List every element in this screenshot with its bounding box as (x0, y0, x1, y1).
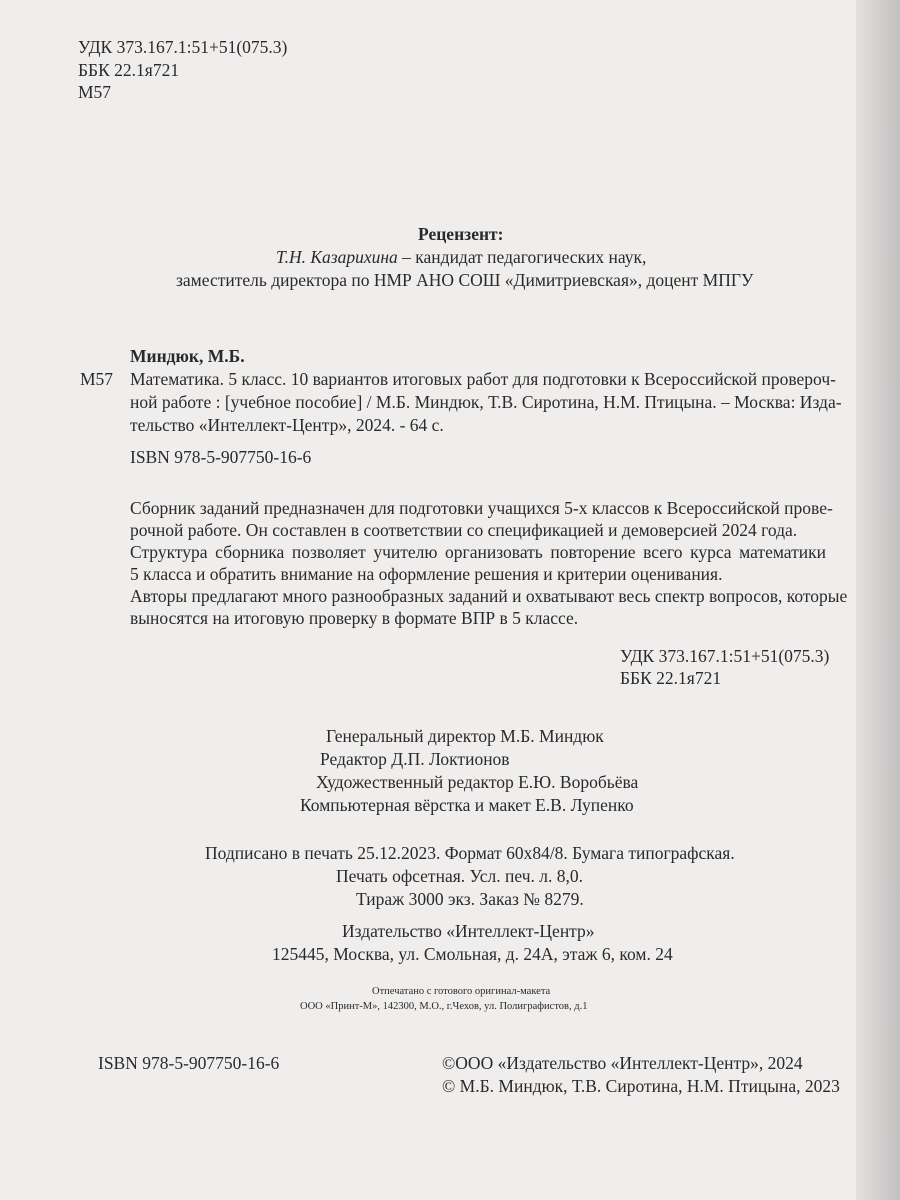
bib-line1: Математика. 5 класс. 10 вариантов итоговых работ для подготовки к Всероссийской провероч- (130, 369, 836, 389)
annotation-p3-line1: Авторы предлагают много разнообразных заданий и охватывают весь спектр вопросов, которые (130, 586, 848, 606)
reviewer-degree: – кандидат педагогических наук, (397, 247, 647, 267)
bib-sign: М57 (80, 369, 114, 389)
reviewer-position: заместитель директора по НМР АНО СОШ «Димитриевская», доцент МПГУ (176, 270, 754, 290)
bib-author: Миндюк, М.Б. (130, 346, 245, 366)
printer-line1: Отпечатано с готового оригинал-макета (372, 986, 551, 997)
udk-code-right: УДК 373.167.1:51+51(075.3) (620, 646, 830, 666)
annotation-p2-line2: 5 класса и обратить внимание на оформление решения и критерии оценивания. (130, 564, 723, 584)
print-info-line1: Подписано в печать 25.12.2023. Формат 60х84/8. Бумага типографская. (205, 843, 735, 863)
annotation-p3-line2: выносятся на итоговую проверку в формате ВПР в 5 классе. (130, 608, 579, 628)
footer-copyright-authors: © М.Б. Миндюк, Т.В. Сиротина, Н.М. Птицына, 2023 (442, 1076, 840, 1096)
publisher-name: Издательство «Интеллект-Центр» (342, 921, 595, 941)
bib-line3: тельство «Интеллект-Центр», 2024. - 64 с. (130, 415, 444, 435)
publisher-address: 125445, Москва, ул. Смольная, д. 24А, этаж 6, ком. 24 (272, 944, 673, 964)
printer-line2: ООО «Принт-М», 142300, М.О., г.Чехов, ул. Полиграфистов, д.1 (300, 1001, 588, 1012)
reviewer-heading: Рецензент: (418, 224, 504, 244)
author-sign-top: М57 (78, 82, 112, 102)
staff-director: Генеральный директор М.Б. Миндюк (326, 726, 604, 746)
udk-code-top: УДК 373.167.1:51+51(075.3) (78, 37, 288, 57)
bbk-code-top: ББК 22.1я721 (78, 60, 180, 80)
footer-copyright-publisher: ©ООО «Издательство «Интеллект-Центр», 2024 (442, 1053, 803, 1073)
reviewer-name: Т.Н. Казарихина (276, 247, 398, 267)
bib-line2: ной работе : [учебное пособие] / М.Б. Миндюк, Т.В. Сиротина, Н.М. Птицына. – Москва: Изда- (130, 392, 842, 412)
staff-editor: Редактор Д.П. Локтионов (320, 749, 510, 769)
footer-isbn: ISBN 978-5-907750-16-6 (98, 1053, 280, 1073)
page-edge-shadow (856, 0, 900, 1200)
annotation-p2-line1: Структура сборника позволяет учителю организовать повторение всего курса математики (130, 542, 826, 562)
staff-layout: Компьютерная вёрстка и макет Е.В. Лупенко (300, 795, 634, 815)
reviewer-line1 (276, 246, 646, 269)
print-info-line3: Тираж 3000 экз. Заказ № 8279. (356, 889, 584, 909)
annotation-p1-line2: рочной работе. Он составлен в соответствии со спецификацией и демоверсией 2024 года. (130, 520, 798, 540)
bbk-code-right: ББК 22.1я721 (620, 668, 722, 688)
bib-isbn: ISBN 978-5-907750-16-6 (130, 447, 312, 467)
annotation-p1-line1: Сборник заданий предназначен для подготовки учащихся 5-х классов к Всероссийской прове- (130, 498, 833, 518)
staff-art-editor: Художественный редактор Е.Ю. Воробьёва (316, 772, 639, 792)
print-info-line2: Печать офсетная. Усл. печ. л. 8,0. (336, 866, 584, 886)
